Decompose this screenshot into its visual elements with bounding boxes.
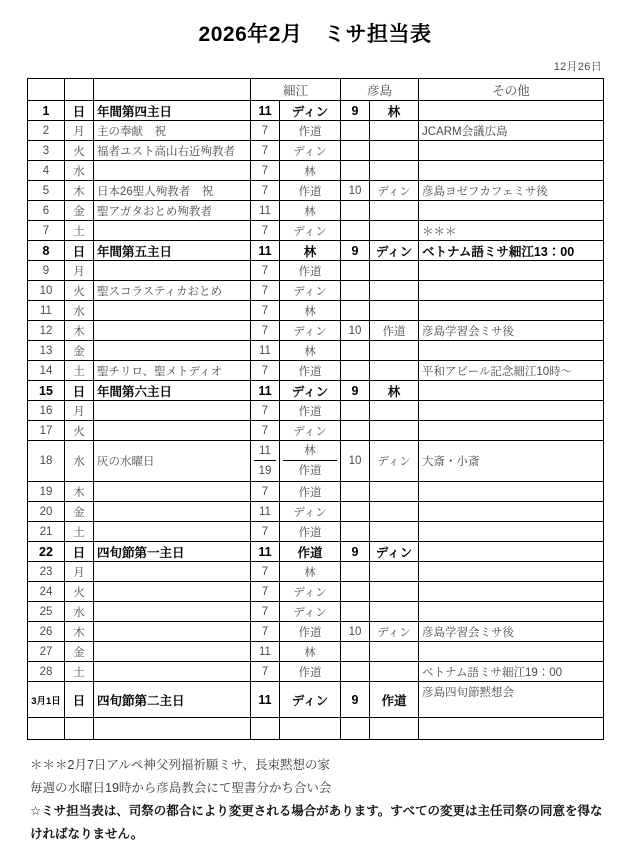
cell-other <box>419 341 604 361</box>
cell-event: 四旬節第二主日 <box>94 682 251 718</box>
cell-weekday: 金 <box>65 642 94 662</box>
footnote-line-1: ＊＊＊2月7日アルペ神父列福祈願ミサ、長束黙想の家 <box>30 758 331 773</box>
cell-other: 彦島ヨゼフカフェミサ後 <box>419 181 604 201</box>
cell-weekday: 水 <box>65 441 94 482</box>
cell-event <box>94 301 251 321</box>
cell-other: 彦島学習会ミサ後 <box>419 622 604 642</box>
cell-day: 19 <box>28 482 65 502</box>
table-row <box>28 101 604 121</box>
cell-hosoe-priest: 作道 <box>280 542 341 562</box>
cell-hosoe-priest: 作道 <box>280 261 341 281</box>
footnotes <box>30 754 603 845</box>
cell-hosoe-time-1: 11 <box>254 441 276 461</box>
cell-hosoe-time: 7 <box>251 622 280 642</box>
cell-event <box>94 522 251 542</box>
cell-weekday: 月 <box>65 121 94 141</box>
cell-other <box>419 502 604 522</box>
cell-day: 18 <box>28 441 65 482</box>
table-row <box>28 141 604 161</box>
cell-day: 13 <box>28 341 65 361</box>
schedule-table-wrap <box>27 78 603 740</box>
cell-hosoe-priest: 作道 <box>280 401 341 421</box>
cell-other <box>419 401 604 421</box>
cell-weekday: 火 <box>65 421 94 441</box>
cell-hikoshima-time <box>341 141 370 161</box>
page-title: 2026年2月 ミサ担当表 <box>198 23 432 46</box>
cell-day: 12 <box>28 321 65 341</box>
cell-other: 大斎・小斎 <box>419 441 604 482</box>
footnote-line-2: 毎週の水曜日19時から彦島教会にて聖書分かち合い会 <box>30 781 332 796</box>
cell-hosoe-time: 7 <box>251 522 280 542</box>
cell-other: 彦島四旬節黙想会 <box>419 682 604 718</box>
cell-hikoshima-priest: 林 <box>370 381 419 401</box>
header-event <box>94 79 251 101</box>
cell-hosoe-priest: 作道 <box>280 361 341 381</box>
cell-hosoe-time: 11 <box>251 241 280 261</box>
cell-day: 4 <box>28 161 65 181</box>
cell-weekday: 水 <box>65 161 94 181</box>
cell-other: ベトナム語ミサ細江13：00 <box>419 241 604 261</box>
header-hosoe: 細江 <box>251 79 341 101</box>
cell-hosoe-time: 7 <box>251 562 280 582</box>
cell-event <box>94 502 251 522</box>
cell-hosoe-time: 7 <box>251 321 280 341</box>
cell-weekday: 土 <box>65 522 94 542</box>
cell-hikoshima-time <box>341 522 370 542</box>
cell-day: 24 <box>28 582 65 602</box>
cell-other: 彦島学習会ミサ後 <box>419 321 604 341</box>
cell-hikoshima-time: 10 <box>341 622 370 642</box>
cell-hosoe-time: 11 <box>251 502 280 522</box>
cell-other <box>419 522 604 542</box>
cell-hikoshima-priest: 林 <box>370 101 419 121</box>
cell-weekday: 日 <box>65 381 94 401</box>
cell-other <box>419 141 604 161</box>
cell-other <box>419 261 604 281</box>
cell-weekday: 木 <box>65 622 94 642</box>
cell-hosoe-time: 7 <box>251 181 280 201</box>
cell-weekday: 水 <box>65 602 94 622</box>
cell-hikoshima-time <box>341 161 370 181</box>
cell-hikoshima-time <box>341 121 370 141</box>
cell-hikoshima-priest <box>370 602 419 622</box>
table-row <box>28 221 604 241</box>
cell-event <box>94 562 251 582</box>
cell-hikoshima-time: 9 <box>341 542 370 562</box>
table-row <box>28 718 604 740</box>
cell-hikoshima-time: 9 <box>341 101 370 121</box>
cell-hosoe-time: 7 <box>251 301 280 321</box>
table-row <box>28 542 604 562</box>
cell-event <box>94 401 251 421</box>
cell-event <box>94 642 251 662</box>
cell-event: 灰の水曜日 <box>94 441 251 482</box>
cell-hikoshima-priest: ディン <box>370 622 419 642</box>
mass-schedule-table <box>27 78 604 740</box>
cell-other <box>419 542 604 562</box>
cell-day: 11 <box>28 301 65 321</box>
cell-hikoshima-time: 9 <box>341 241 370 261</box>
cell-event <box>94 341 251 361</box>
cell-hikoshima-time: 10 <box>341 441 370 482</box>
table-row <box>28 181 604 201</box>
table-row <box>28 381 604 401</box>
cell-day: 9 <box>28 261 65 281</box>
cell-day: 5 <box>28 181 65 201</box>
cell-hosoe-priest: ディン <box>280 321 341 341</box>
cell-event <box>94 622 251 642</box>
table-row <box>28 201 604 221</box>
cell-hosoe-time: 11 <box>251 642 280 662</box>
cell-weekday: 金 <box>65 502 94 522</box>
cell-hosoe-time: 11 <box>251 201 280 221</box>
cell-hosoe-time: 7 <box>251 121 280 141</box>
cell-hikoshima-priest: ディン <box>370 241 419 261</box>
table-row <box>28 502 604 522</box>
cell-hikoshima-priest <box>370 421 419 441</box>
cell-day: 27 <box>28 642 65 662</box>
cell-hikoshima-priest <box>370 522 419 542</box>
cell-hikoshima-time <box>341 281 370 301</box>
cell-weekday: 日 <box>65 682 94 718</box>
cell-hosoe-priest: 林 <box>280 642 341 662</box>
cell-event: 主の奉献 祝 <box>94 121 251 141</box>
cell-hosoe-time: 7 <box>251 401 280 421</box>
cell-hosoe-priest: ディン <box>280 502 341 522</box>
table-header-row <box>28 79 604 101</box>
cell-event <box>94 161 251 181</box>
cell-event: 日本26聖人殉教者 祝 <box>94 181 251 201</box>
cell-hosoe-time: 7 <box>251 602 280 622</box>
cell-other <box>419 482 604 502</box>
cell-hikoshima-priest <box>370 301 419 321</box>
cell-hosoe-time: 11 <box>251 341 280 361</box>
cell-hosoe-time: 11 <box>251 542 280 562</box>
cell-hosoe-time: 7 <box>251 141 280 161</box>
cell-hosoe-time: 7 <box>251 662 280 682</box>
table-row <box>28 662 604 682</box>
cell-hosoe-priest: 作道 <box>280 121 341 141</box>
table-row <box>28 482 604 502</box>
cell-hosoe-priest-1: 林 <box>283 441 337 461</box>
cell-hosoe-priest: ディン <box>280 682 341 718</box>
cell-hikoshima-priest <box>370 642 419 662</box>
cell-other: JCARM会議広島 <box>419 121 604 141</box>
cell-event <box>94 321 251 341</box>
cell-other <box>419 582 604 602</box>
cell-hosoe-time <box>251 718 280 740</box>
table-row <box>28 281 604 301</box>
cell-other <box>419 161 604 181</box>
table-row <box>28 441 604 482</box>
cell-other <box>419 718 604 740</box>
cell-event <box>94 261 251 281</box>
cell-hosoe-priest <box>280 718 341 740</box>
cell-hosoe-priest: 林 <box>280 201 341 221</box>
cell-hosoe-time: 7 <box>251 361 280 381</box>
cell-hikoshima-time <box>341 421 370 441</box>
cell-hikoshima-time: 10 <box>341 181 370 201</box>
cell-hosoe-time: 7 <box>251 582 280 602</box>
cell-other <box>419 101 604 121</box>
cell-hosoe-priest: ディン <box>280 602 341 622</box>
cell-hosoe-priest-2: 作道 <box>298 465 322 478</box>
cell-other <box>419 381 604 401</box>
header-weekday <box>65 79 94 101</box>
cell-hosoe-priest: 林 <box>280 562 341 582</box>
cell-hikoshima-time: 9 <box>341 381 370 401</box>
cell-weekday: 火 <box>65 281 94 301</box>
cell-hikoshima-priest: ディン <box>370 441 419 482</box>
cell-hikoshima-priest: ディン <box>370 181 419 201</box>
cell-hikoshima-priest <box>370 281 419 301</box>
cell-event <box>94 221 251 241</box>
cell-hikoshima-priest <box>370 121 419 141</box>
cell-hikoshima-time <box>341 502 370 522</box>
cell-hikoshima-time <box>341 221 370 241</box>
cell-hosoe-priest: ディン <box>280 221 341 241</box>
cell-day <box>28 718 65 740</box>
cell-hikoshima-priest <box>370 341 419 361</box>
cell-event <box>94 602 251 622</box>
table-row <box>28 161 604 181</box>
cell-hikoshima-priest <box>370 201 419 221</box>
cell-hikoshima-priest <box>370 582 419 602</box>
cell-weekday: 金 <box>65 201 94 221</box>
table-row <box>28 562 604 582</box>
table-row <box>28 361 604 381</box>
cell-hikoshima-time: 9 <box>341 682 370 718</box>
cell-other <box>419 281 604 301</box>
cell-day: 1 <box>28 101 65 121</box>
cell-other <box>419 602 604 622</box>
cell-hosoe-time: 11 <box>251 682 280 718</box>
table-row <box>28 121 604 141</box>
cell-other <box>419 201 604 221</box>
cell-weekday <box>65 718 94 740</box>
cell-hosoe-priest: 林 <box>280 341 341 361</box>
cell-weekday: 火 <box>65 582 94 602</box>
table-header <box>28 79 604 101</box>
table-row <box>28 602 604 622</box>
cell-hikoshima-priest <box>370 482 419 502</box>
cell-event: 年間第四主日 <box>94 101 251 121</box>
cell-event <box>94 582 251 602</box>
table-row <box>28 622 604 642</box>
cell-hikoshima-time <box>341 662 370 682</box>
cell-hosoe-time: 7 <box>251 482 280 502</box>
cell-day: 7 <box>28 221 65 241</box>
table-row <box>28 682 604 718</box>
cell-event: 聖スコラスティカおとめ <box>94 281 251 301</box>
cell-hosoe-priest <box>280 441 341 482</box>
cell-other <box>419 562 604 582</box>
cell-hosoe-time: 7 <box>251 161 280 181</box>
table-row <box>28 321 604 341</box>
cell-event: 年間第六主日 <box>94 381 251 401</box>
cell-day: 17 <box>28 421 65 441</box>
cell-weekday: 金 <box>65 341 94 361</box>
cell-hosoe-priest: ディン <box>280 281 341 301</box>
cell-hikoshima-priest <box>370 221 419 241</box>
table-row <box>28 241 604 261</box>
cell-hikoshima-time <box>341 301 370 321</box>
cell-other <box>419 642 604 662</box>
cell-day: 2 <box>28 121 65 141</box>
cell-hikoshima-priest: 作道 <box>370 321 419 341</box>
table-row <box>28 582 604 602</box>
cell-event: 聖アガタおとめ殉教者 <box>94 201 251 221</box>
cell-hikoshima-priest <box>370 361 419 381</box>
cell-weekday: 土 <box>65 662 94 682</box>
cell-hikoshima-priest <box>370 718 419 740</box>
header-hikoshima: 彦島 <box>341 79 419 101</box>
cell-event <box>94 662 251 682</box>
issue-date: 12月26日 <box>553 61 602 74</box>
cell-hosoe-priest: 林 <box>280 241 341 261</box>
cell-hikoshima-time <box>341 718 370 740</box>
cell-weekday: 木 <box>65 321 94 341</box>
cell-hikoshima-time <box>341 602 370 622</box>
cell-other <box>419 421 604 441</box>
cell-hikoshima-time <box>341 642 370 662</box>
footnote-line-3: ☆ミサ担当表は、司祭の都合により変更される場合があります。すべての変更は主任司祭の同意を得なければなりません。 <box>30 804 603 841</box>
cell-event: 年間第五主日 <box>94 241 251 261</box>
cell-event <box>94 482 251 502</box>
cell-hikoshima-priest: ディン <box>370 542 419 562</box>
table-row <box>28 301 604 321</box>
cell-event: 四旬節第一主日 <box>94 542 251 562</box>
table-row <box>28 401 604 421</box>
cell-hikoshima-priest <box>370 562 419 582</box>
cell-hosoe-time: 7 <box>251 261 280 281</box>
table-row <box>28 421 604 441</box>
cell-day: 15 <box>28 381 65 401</box>
cell-weekday: 月 <box>65 261 94 281</box>
cell-event <box>94 421 251 441</box>
cell-day: 14 <box>28 361 65 381</box>
cell-other: 平和アピール記念細江10時〜 <box>419 361 604 381</box>
cell-other: ＊＊＊ <box>419 221 604 241</box>
cell-hikoshima-time <box>341 482 370 502</box>
cell-hosoe-priest: 林 <box>280 301 341 321</box>
table-row <box>28 522 604 542</box>
cell-day: 6 <box>28 201 65 221</box>
table-row <box>28 341 604 361</box>
cell-hosoe-time: 7 <box>251 281 280 301</box>
cell-hosoe-priest: ディン <box>280 421 341 441</box>
cell-hikoshima-priest <box>370 401 419 421</box>
cell-day: 20 <box>28 502 65 522</box>
cell-other: ベトナム語ミサ細江19：00 <box>419 662 604 682</box>
cell-hikoshima-time <box>341 341 370 361</box>
cell-hikoshima-priest: 作道 <box>370 682 419 718</box>
cell-day: 16 <box>28 401 65 421</box>
cell-hosoe-priest: ディン <box>280 141 341 161</box>
cell-hikoshima-priest <box>370 161 419 181</box>
cell-hikoshima-priest <box>370 261 419 281</box>
header-other: その他 <box>419 79 604 101</box>
cell-hosoe-priest: 作道 <box>280 181 341 201</box>
cell-hikoshima-time <box>341 582 370 602</box>
cell-weekday: 日 <box>65 542 94 562</box>
cell-day: 3月1日 <box>28 682 65 718</box>
cell-hosoe-priest: ディン <box>280 381 341 401</box>
cell-hikoshima-time <box>341 261 370 281</box>
cell-hosoe-priest: 作道 <box>280 662 341 682</box>
cell-day: 28 <box>28 662 65 682</box>
cell-weekday: 土 <box>65 221 94 241</box>
cell-event <box>94 718 251 740</box>
cell-hikoshima-time <box>341 361 370 381</box>
cell-hosoe-priest: 作道 <box>280 622 341 642</box>
cell-hosoe-priest: ディン <box>280 582 341 602</box>
cell-hosoe-priest: ディン <box>280 101 341 121</box>
cell-hikoshima-priest <box>370 502 419 522</box>
cell-day: 8 <box>28 241 65 261</box>
cell-hosoe-priest: 林 <box>280 161 341 181</box>
cell-weekday: 火 <box>65 141 94 161</box>
cell-weekday: 日 <box>65 101 94 121</box>
cell-weekday: 木 <box>65 482 94 502</box>
cell-weekday: 月 <box>65 401 94 421</box>
cell-day: 26 <box>28 622 65 642</box>
cell-weekday: 日 <box>65 241 94 261</box>
cell-day: 22 <box>28 542 65 562</box>
cell-day: 23 <box>28 562 65 582</box>
table-body <box>28 101 604 740</box>
cell-hikoshima-priest <box>370 662 419 682</box>
cell-day: 21 <box>28 522 65 542</box>
cell-hosoe-priest: 作道 <box>280 482 341 502</box>
cell-hosoe-time: 7 <box>251 221 280 241</box>
table-row <box>28 642 604 662</box>
cell-hikoshima-time <box>341 562 370 582</box>
cell-weekday: 土 <box>65 361 94 381</box>
cell-weekday: 月 <box>65 562 94 582</box>
cell-hosoe-time: 11 <box>251 101 280 121</box>
cell-weekday: 木 <box>65 181 94 201</box>
cell-day: 3 <box>28 141 65 161</box>
table-row <box>28 261 604 281</box>
cell-hikoshima-time: 10 <box>341 321 370 341</box>
cell-hikoshima-time <box>341 201 370 221</box>
cell-hosoe-time-2: 19 <box>258 465 272 478</box>
header-day <box>28 79 65 101</box>
cell-event: 福者ユスト高山右近殉教者 <box>94 141 251 161</box>
cell-hikoshima-priest <box>370 141 419 161</box>
cell-day: 10 <box>28 281 65 301</box>
cell-other <box>419 301 604 321</box>
cell-hosoe-time: 7 <box>251 421 280 441</box>
cell-hikoshima-time <box>341 401 370 421</box>
cell-day: 25 <box>28 602 65 622</box>
cell-hosoe-time <box>251 441 280 482</box>
cell-weekday: 水 <box>65 301 94 321</box>
cell-hosoe-time: 11 <box>251 381 280 401</box>
cell-event: 聖チリロ、聖メトディオ <box>94 361 251 381</box>
cell-hosoe-priest: 作道 <box>280 522 341 542</box>
